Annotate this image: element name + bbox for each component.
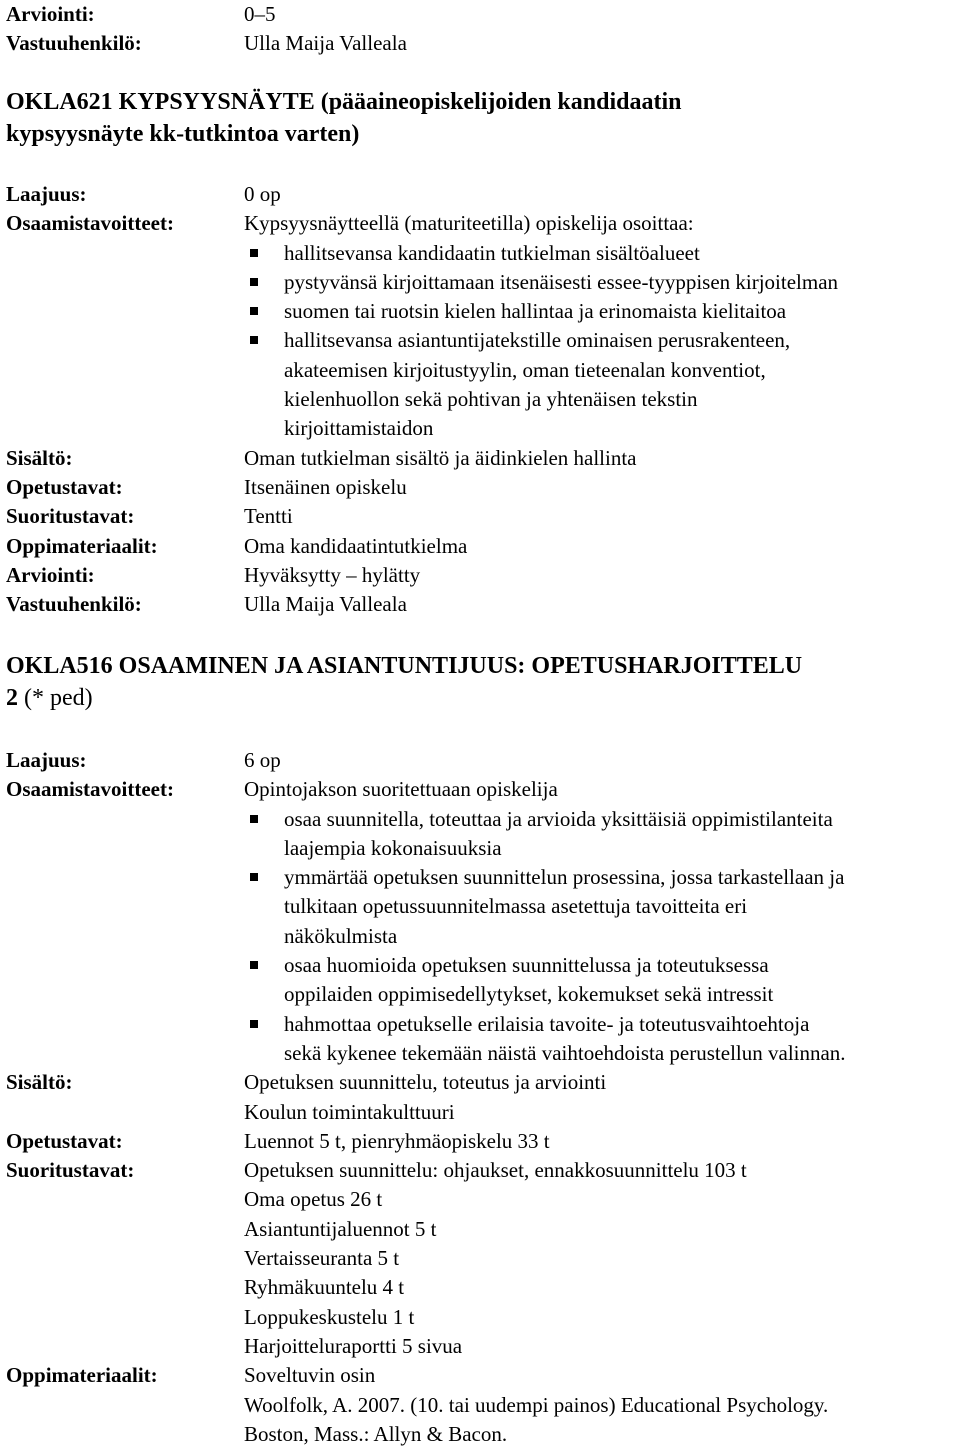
field-arviointi [6, 0, 956, 29]
field-value: Koulun toimintakulttuuri [244, 1099, 455, 1124]
field-value: Kypsyysnäytteellä (maturiteetilla) opiskelija osoittaa: [244, 211, 694, 236]
bullet-list [244, 239, 956, 444]
field-value: Opetuksen suunnittelu: ohjaukset, ennakkosuunnittelu 103 t [244, 1158, 747, 1183]
field-opetustavat [6, 1127, 956, 1156]
field-label: Osaamistavoitteet: [6, 211, 174, 236]
list-item: hahmottaa opetukselle erilaisia tavoite- ja toteutusvaihtoehtoja sekä kykenee tekemään näistä vaihtoehdoista perustellun valinnan. [244, 1010, 956, 1069]
course-okla621-fields [6, 180, 956, 619]
field-suoritustavat [6, 502, 956, 531]
field-vastuuhenkilo [6, 29, 956, 58]
field-label: Laajuus: [6, 748, 87, 772]
field-value: Hyväksytty – hylätty [244, 562, 421, 587]
field-value: Ulla Maija Valleala [244, 31, 407, 56]
top-fields [6, 0, 956, 59]
list-item: pystyvänsä kirjoittamaan itsenäisesti essee-tyyppisen kirjoitelman [244, 268, 956, 297]
field-label: Oppimateriaalit: [6, 1363, 158, 1388]
field-label: Arviointi: [6, 562, 95, 587]
field-value: Oman tutkielman sisältö ja äidinkielen hallinta [244, 445, 637, 470]
field-value: Soveltuvin osin [244, 1363, 376, 1388]
field-laajuus [6, 180, 956, 209]
field-label: Vastuuhenkilö: [6, 31, 142, 56]
field-sisalto [6, 1068, 956, 1127]
field-value: Loppukeskustelu 1 t [244, 1304, 415, 1329]
field-arviointi [6, 561, 956, 590]
course-okla621 [6, 86, 956, 150]
field-label: Osaamistavoitteet: [6, 777, 174, 802]
field-value: Asiantuntijaluennot 5 t [244, 1216, 437, 1241]
field-label: Arviointi: [6, 2, 95, 26]
field-value: Opintojakson suoritettuaan opiskelija [244, 777, 558, 802]
list-item: osaa huomioida opetuksen suunnittelussa ja toteutuksessa oppilaiden oppimisedellytykset, kokemukset sekä intressit [244, 951, 956, 1010]
field-label: Laajuus: [6, 182, 87, 206]
field-value: Ryhmäkuuntelu 4 t [244, 1275, 405, 1300]
list-item: suomen tai ruotsin kielen hallintaa ja erinomaista kielitaitoa [244, 297, 956, 326]
list-item: hallitsevansa asiantuntijatekstille ominaisen perusrakenteen, akateemisen kirjoitustyylin, oman tieteenalan konventiot, kielenhuollon sekä pohtivan ja yhtenäisen tekstin kirjoittamistaidon [244, 326, 956, 443]
field-osaamistavoitteet [6, 775, 956, 1068]
field-value: 6 op [244, 748, 281, 772]
field-vastuuhenkilo [6, 590, 956, 619]
list-item: osaa suunnitella, toteuttaa ja arvioida yksittäisiä oppimistilanteita laajempia kokonaisuuksia [244, 805, 956, 864]
course-okla516 [6, 650, 956, 714]
field-value: 0–5 [244, 2, 276, 26]
field-suoritustavat [6, 1156, 956, 1361]
field-oppimateriaalit [6, 532, 956, 561]
field-sisalto [6, 444, 956, 473]
field-label: Sisältö: [6, 445, 73, 470]
field-oppimateriaalit [6, 1361, 956, 1449]
field-value: Woolfolk, A. 2007. (10. tai uudempi painos) Educational Psychology. [244, 1392, 829, 1417]
field-opetustavat [6, 473, 956, 502]
course-title-line: OKLA621 KYPSYYSNÄYTE (pääaineopiskelijoiden kandidaatin [6, 89, 682, 115]
field-osaamistavoitteet [6, 209, 956, 443]
field-label: Vastuuhenkilö: [6, 592, 142, 617]
bullet-list [244, 805, 956, 1069]
field-label: Suoritustavat: [6, 1158, 135, 1183]
field-value: Boston, Mass.: Allyn & Bacon. [244, 1421, 508, 1446]
list-item: hallitsevansa kandidaatin tutkielman sisältöalueet [244, 239, 956, 268]
field-label: Oppimateriaalit: [6, 533, 158, 558]
field-label: Sisältö: [6, 1070, 73, 1095]
field-value: 0 op [244, 182, 281, 206]
field-value: Itsenäinen opiskelu [244, 474, 407, 499]
list-item: ymmärtää opetuksen suunnittelun prosessina, jossa tarkastellaan ja tulkitaan opetussuunnitelmassa asetettuja tavoitteita eri näkökulmista [244, 863, 956, 951]
field-label: Opetustavat: [6, 1128, 123, 1153]
field-label: Opetustavat: [6, 474, 123, 499]
field-value: Opetuksen suunnittelu, toteutus ja arviointi [244, 1070, 607, 1095]
course-okla516-fields [6, 746, 956, 1449]
field-value: Harjoitteluraportti 5 sivua [244, 1333, 463, 1358]
field-value: Vertaisseuranta 5 t [244, 1246, 400, 1271]
course-title [6, 86, 956, 150]
field-value: Oma kandidaatintutkielma [244, 533, 468, 558]
course-title [6, 650, 956, 714]
course-title-line: 2 (* ped) [6, 685, 93, 711]
field-laajuus [6, 746, 956, 775]
field-value: Ulla Maija Valleala [244, 592, 407, 617]
field-value: Luennot 5 t, pienryhmäopiskelu 33 t [244, 1128, 550, 1153]
field-label: Suoritustavat: [6, 504, 135, 529]
field-value: Tentti [244, 504, 293, 529]
course-title-line: kypsyysnäyte kk-tutkintoa varten) [6, 121, 360, 147]
course-title-line: OKLA516 OSAAMINEN JA ASIANTUNTIJUUS: OPETUSHARJOITTELU [6, 653, 803, 679]
field-value: Oma opetus 26 t [244, 1187, 383, 1212]
